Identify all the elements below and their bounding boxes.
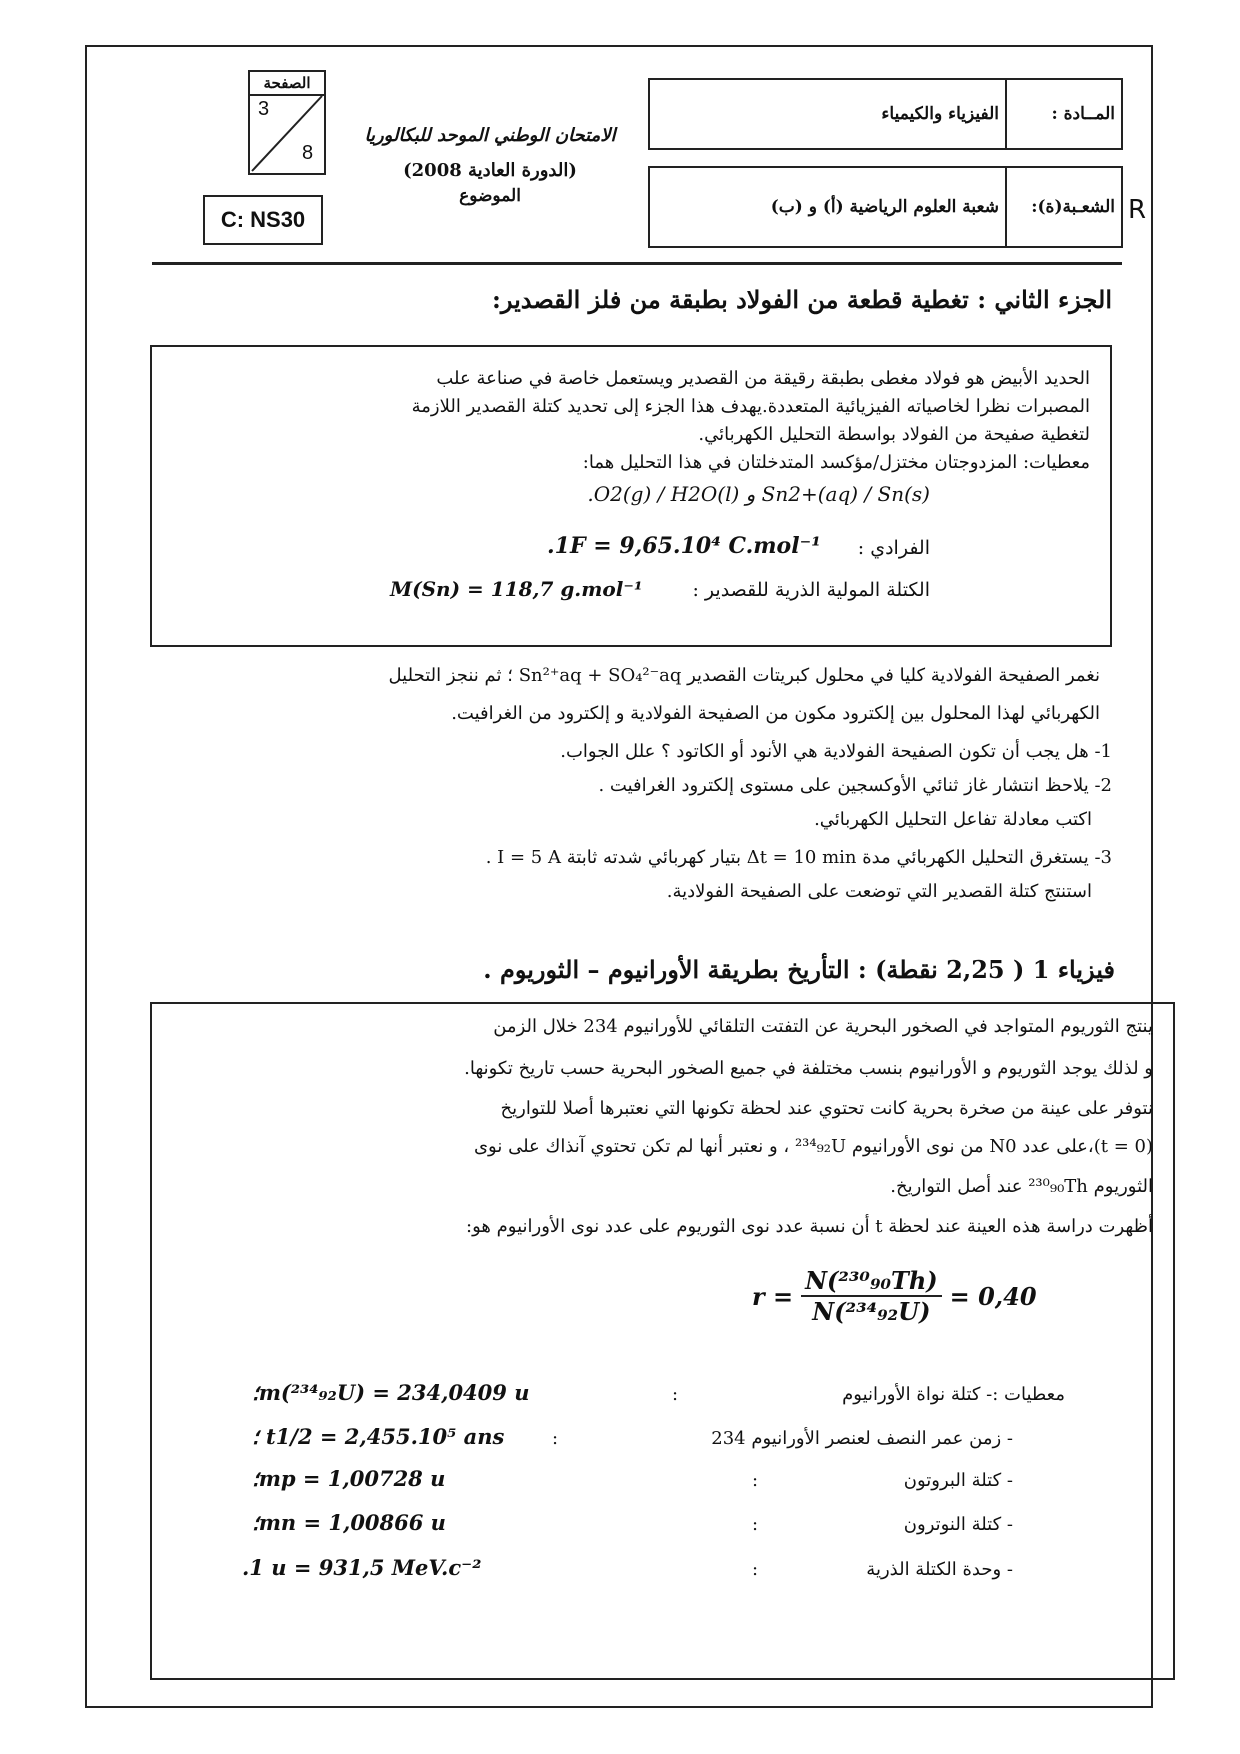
ratio-denominator: N(²³⁴₉₂U) [812, 1297, 931, 1326]
question-2a: 2- يلاحظ انتشار غاز ثنائي الأوكسجين على مستوى إلكترود الغرافيت . [598, 775, 1112, 796]
immersion-line-1: نغمر الصفيحة الفولادية كليا في محلول كبريتات القصدير Sn²⁺aq + SO₄²⁻aq ؛ ثم ننجز التحليل [388, 665, 1100, 686]
data-value-2: ؛mp = 1,00728 u [252, 1466, 446, 1491]
data-sep-3: : [752, 1514, 759, 1535]
page-frame-top [85, 45, 1153, 47]
data-value-4: .1 u = 931,5 MeV.c⁻² [242, 1555, 482, 1580]
page-number-box [248, 70, 326, 175]
physics-line-6: أظهرت دراسة هذه العينة عند لحظة t أن نسبة عدد نوى الثوريوم على عدد نوى الأورانيوم هو: [466, 1216, 1153, 1237]
exam-session: (الدورة العادية 2008) [403, 160, 577, 181]
ratio-fraction [801, 1266, 942, 1326]
data-label-0: معطيات :- كتلة نواة الأورانيوم [842, 1384, 1065, 1405]
question-3a: 3- يستغرق التحليل الكهربائي مدة Δt = 10 min بتيار كهربائي شدته ثابتة I = 5 A . [485, 847, 1112, 868]
physics-line-5: الثوريوم ²³⁰₉₀Th عند أصل التواريخ. [890, 1176, 1153, 1197]
data-label-4: - وحدة الكتلة الذرية [866, 1559, 1013, 1580]
data-sep-2: : [752, 1470, 759, 1491]
physics-line-1: ينتج الثوريوم المتواجد في الصخور البحرية عن التفتت التلقائي للأورانيوم 234 خلال الزمن [493, 1016, 1153, 1037]
subject-value: الفيزياء والكيمياء [881, 104, 999, 124]
molar-mass-value: M(Sn) = 118,7 g.mol⁻¹ [390, 577, 643, 601]
part2-context-box [150, 345, 1112, 647]
data-label-3: - كتلة النوترون [903, 1514, 1013, 1535]
margin-marker: R [1128, 195, 1147, 225]
intro-line-1: الحديد الأبيض هو فولاد مغطى بطبقة رقيقة من القصدير ويستعمل خاصة في صناعة علب [436, 368, 1090, 389]
ratio-numerator: N(²³⁰₉₀Th) [801, 1266, 942, 1297]
faraday-value: .1F = 9,65.10⁴ C.mol⁻¹ [547, 533, 821, 559]
data-value-0: ؛m(²³⁴₉₂U) = 234,0409 u [252, 1380, 530, 1405]
page-total: 8 [302, 142, 314, 164]
data-sep-4: : [752, 1559, 759, 1580]
physics-line-4: (t = 0)،على عدد N0 من نوى الأورانيوم ²³⁴₉₂U ، و نعتبر أنها لم تكن تحتوي آنذاك على نوى [473, 1136, 1153, 1157]
data-label-2: - كتلة البروتون [903, 1470, 1013, 1491]
ratio-equation [752, 1266, 1037, 1326]
data-sep-0: : [672, 1384, 679, 1405]
page-frame-left [85, 45, 87, 1708]
data-value-3: ؛mn = 1,00866 u [252, 1510, 446, 1535]
subject-row [648, 78, 1123, 150]
exam-code: C: NS30 [203, 195, 323, 245]
ratio-lhs: r = [752, 1281, 794, 1311]
data-label-1: - زمن عمر النصف لعنصر الأورانيوم 234 [711, 1428, 1013, 1449]
physics-line-3: نتوفر على عينة من صخرة بحرية كانت تحتوي عند لحظة تكونها التي نعتبرها أصلا للتواريخ [500, 1098, 1153, 1119]
question-2b: اكتب معادلة تفاعل التحليل الكهربائي. [814, 809, 1092, 830]
page-caption: الصفحة [250, 72, 324, 96]
physics-line-2: و لذلك يوجد الثوريوم و الأورانيوم بنسب مختلفة في جميع الصخور البحرية حسب تاريخ تكونها. [464, 1058, 1153, 1079]
page-current: 3 [258, 98, 270, 120]
ratio-rhs: = 0,40 [949, 1281, 1037, 1311]
faraday-label: الفرادي : [857, 537, 930, 559]
data-value-1: ؛ t1/2 = 2,455.10⁵ ans [252, 1424, 505, 1449]
intro-line-3: لتغطية صفيحة من الفولاد بواسطة التحليل الكهربائي. [698, 424, 1090, 445]
immersion-line-2: الكهربائي لهذا المحلول بين إلكترود مكون من الصفيحة الفولادية و إلكترود من الغرافيت. [451, 703, 1100, 724]
question-1: 1- هل يجب أن تكون الصفيحة الفولادية هي الأنود أو الكاتود ؟ علل الجواب. [560, 741, 1112, 762]
intro-line-2: المصبرات نظرا لخاصياته الفيزيائية المتعددة.يهدف هذا الجزء إلى تحديد كتلة القصدير اللازمة [411, 396, 1090, 417]
molar-mass-label: الكتلة المولية الذرية للقصدير : [692, 579, 930, 601]
physics1-box [150, 1002, 1175, 1680]
physics1-title: فيزياء 1 ( 2,25 نقطة) : التأريخ بطريقة الأورانيوم – الثوريوم . [483, 955, 1115, 984]
data-sep-1: : [552, 1428, 559, 1449]
stream-value: شعبة العلوم الرياضية (أ) و (ب) [770, 197, 999, 217]
exam-title: الامتحان الوطني الموحد للبكالوريا [364, 125, 616, 146]
data-line: معطيات: المزدوجتان مختزل/مؤكسد المتدخلتان في هذا التحليل هما: [582, 452, 1090, 473]
question-3b: استنتج كتلة القصدير التي توضعت على الصفيحة الفولادية. [666, 881, 1092, 902]
header-rule [152, 262, 1122, 265]
redox-couples: .O2(g) / H2O(l) و Sn2+(aq) / Sn(s) [587, 482, 930, 506]
part2-title: الجزء الثاني : تغطية قطعة من الفولاد بطبقة من فلز القصدير: [491, 285, 1112, 314]
subject-field-label: المــادة : [1051, 104, 1115, 124]
page-frame-bottom [85, 1706, 1153, 1708]
stream-row [648, 166, 1123, 248]
stream-field-label: الشعـبة(ة): [1031, 197, 1115, 217]
subject-label: الموضوع [459, 186, 521, 206]
